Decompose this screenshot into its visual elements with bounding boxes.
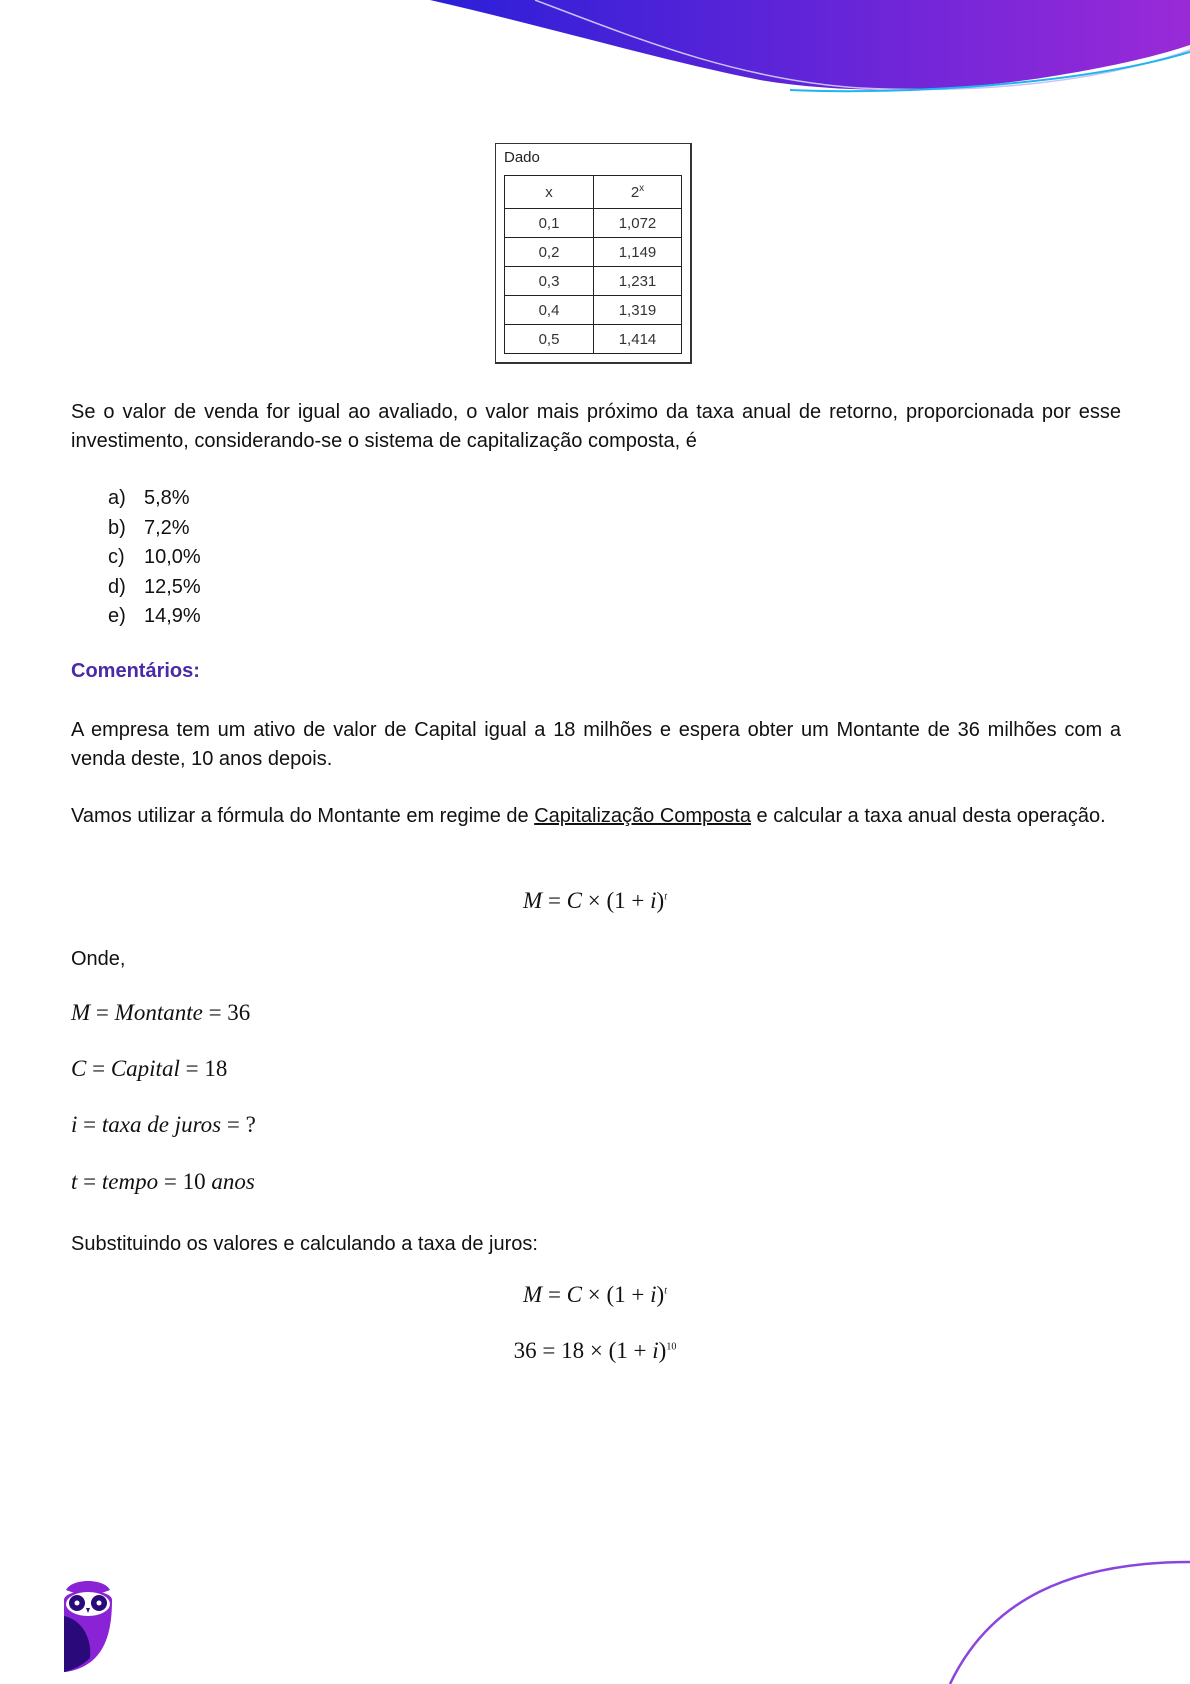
comments-paragraph-1: A empresa tem um ativo de valor de Capital igual a 18 milhões e espera obter um Montante de 36 milhões com a venda deste, 10 anos depois. — [71, 719, 1121, 770]
data-table-box — [495, 143, 692, 364]
definition-c: C = Capital = 18 — [71, 1056, 228, 1081]
table-header-row — [505, 176, 682, 209]
option-e: e) 14,9% — [108, 605, 201, 627]
option-b: b) 7,2% — [108, 516, 190, 539]
table-row — [505, 267, 682, 296]
formula-montante: $M = C \times (1 + i)^t$ — [523, 888, 667, 913]
answer-options — [108, 484, 201, 632]
footer-arc-decoration — [900, 1540, 1190, 1684]
data-table — [504, 175, 682, 354]
owl-logo-icon — [62, 1578, 114, 1674]
cell-x: 0,3 — [505, 267, 594, 296]
definition-i: i = taxa de juros = ? — [71, 1112, 256, 1137]
cell-x: 0,5 — [505, 325, 594, 354]
where-label: Onde, — [71, 948, 126, 970]
definition-t: t = tempo = 10 anos — [71, 1169, 255, 1194]
header-x: x — [505, 176, 594, 209]
cell-value: 1,231 — [594, 267, 682, 296]
table-row — [505, 296, 682, 325]
cell-value: 1,149 — [594, 238, 682, 267]
option-c: c) 10,0% — [108, 546, 201, 568]
header-wave-decoration — [0, 0, 1190, 100]
cell-x: 0,4 — [505, 296, 594, 325]
comments-heading: Comentários: — [71, 660, 200, 682]
question-text: Se o valor de venda for igual ao avaliado, o valor mais próximo da taxa anual de retorno, proporcionada por esse investimento, considerando-se o sistema de capitalização composta, é — [71, 401, 1121, 452]
table-row — [505, 209, 682, 238]
header-power: 2$^x$ — [594, 176, 682, 209]
formula-numeric: $36 = 18 \times (1 + i)^{10}$ — [513, 1338, 677, 1363]
table-row — [505, 325, 682, 354]
table-row — [505, 238, 682, 267]
formula-montante-repeat: $M = C \times (1 + i)^t$ — [523, 1282, 667, 1307]
table-title: Dado — [504, 149, 540, 166]
definition-m: M = Montante = 36 — [71, 1000, 251, 1025]
option-d: d) 12,5% — [108, 575, 201, 598]
cell-value: 1,414 — [594, 325, 682, 354]
cell-x: 0,2 — [505, 238, 594, 267]
option-a: a) 5,8% — [108, 487, 190, 509]
capitalizacao-composta-link[interactable]: Capitalização Composta — [534, 805, 751, 827]
cell-x: 0,1 — [505, 209, 594, 238]
comments-paragraph-2: Vamos utilizar a fórmula do Montante em regime de Capitalização Composta e calcular a taxa anual desta operação. — [71, 805, 1106, 827]
cell-value: 1,072 — [594, 209, 682, 238]
cell-value: 1,319 — [594, 296, 682, 325]
substitute-text: Substituindo os valores e calculando a taxa de juros: — [71, 1233, 538, 1255]
